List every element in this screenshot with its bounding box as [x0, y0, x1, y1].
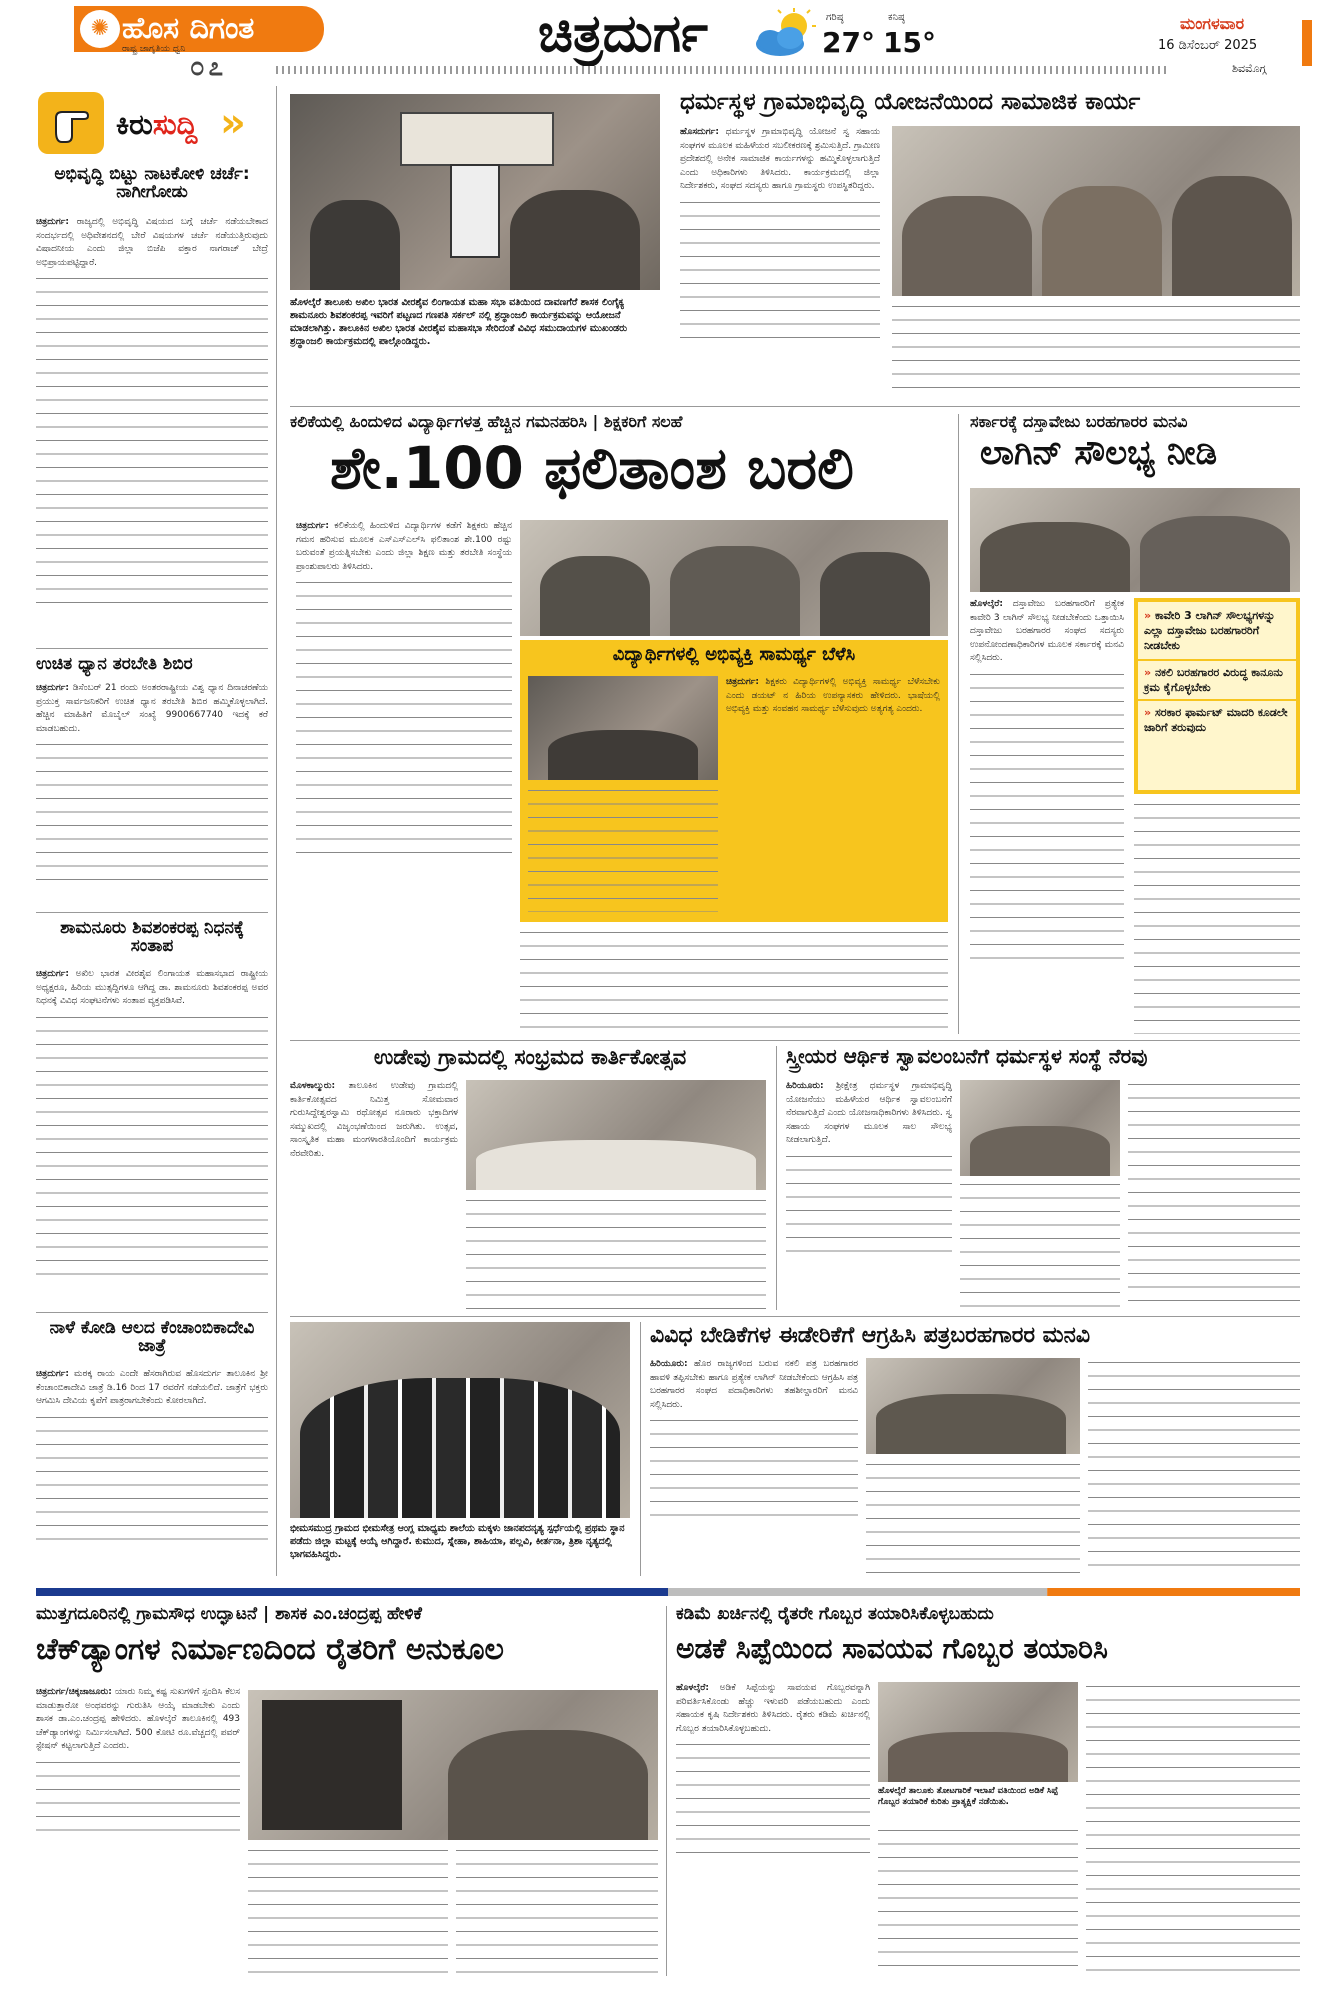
- udevu-photo: [466, 1080, 766, 1190]
- expression-more-text: [528, 786, 718, 912]
- areca-more-text: [676, 1740, 870, 1860]
- brief-2-body: [36, 682, 268, 922]
- login-demands-box: [1134, 598, 1300, 794]
- dharmasthala-dateline: ಹೊಸದುರ್ಗ:: [680, 127, 719, 137]
- crowd: [510, 190, 640, 290]
- colorbar-segment: [668, 1588, 1047, 1596]
- chevron-right-icon: »: [220, 100, 246, 146]
- masthead: [0, 0, 1334, 82]
- crowd: [970, 1126, 1110, 1176]
- brief-1-body: [36, 216, 268, 636]
- edition-title: ಚಿತ್ರದುರ್ಗ: [538, 4, 708, 64]
- brand-tagline: ರಾಷ್ಟ್ರ ಜಾಗೃತಿಯ ಧ್ವನಿ: [122, 44, 186, 54]
- expression-body: [726, 676, 940, 912]
- students-photo: [290, 1322, 630, 1518]
- column-rule: [958, 414, 959, 1034]
- result-more-text: [520, 928, 948, 1034]
- dharmasthala-text: ಧರ್ಮಸ್ಥಳ ಗ್ರಾಮಾಭಿವೃದ್ಧಿ ಯೋಜನೆ ಸ್ವ ಸಹಾಯ ಸಂಘಗಳ ಮೂಲಕ ಮಹಿಳೆಯರ ಸಬಲೀಕರಣಕ್ಕೆ ಶ್ರಮಿಸುತ್ತಿದೆ. ಗ್ರಾಮೀಣ ಪ್ರದೇಶದಲ್ಲಿ ಅನೇಕ ಸಾಮಾಜಿಕ ಕಾರ್ಯಗಳನ್ನು ಹಮ್ಮಿಕೊಳ್ಳಲಾಗುತ್ತಿದೆ ಎಂದು ಅಧಿಕಾರಿಗಳು ತಿಳಿಸಿದರು. ಕಾರ್ಯಕ್ರಮದಲ್ಲಿ ಜಿಲ್ಲಾ ನಿರ್ದೇಶಕರು, ಸಂಘದ ಸದಸ್ಯರು ಹಾಗೂ ಗ್ರಾಮಸ್ಥರು ಉಪಸ್ಥಿತರಿದ್ದರು.: [680, 127, 880, 191]
- women-more-text: [1128, 1080, 1300, 1310]
- brand-logo: ಹೊಸ ದಿಗಂತ: [74, 6, 324, 52]
- crowd: [540, 556, 650, 636]
- women-dateline: ಹಿರಿಯೂರು:: [786, 1081, 824, 1091]
- dharmasthala-headline: ಧರ್ಮಸ್ಥಳ ಗ್ರಾಮಾಭಿವೃದ್ಧಿ ಯೋಜನೆಯಿಂದ ಸಾಮಾಜಿಕ ಕಾರ್ಯ: [680, 89, 1141, 115]
- brief-1-more-text: [36, 274, 268, 614]
- result-dateline: ಚಿತ್ರದುರ್ಗ:: [296, 521, 330, 531]
- udevu-dateline: ಮೊಳಕಾಲ್ಮುರು:: [290, 1081, 336, 1091]
- writers-more-text: [1088, 1358, 1300, 1574]
- tribute-photo: [290, 94, 660, 290]
- login-text: ದಸ್ತಾವೇಜು ಬರಹಗಾರರಿಗೆ ಪ್ರತ್ಯೇಕ ಕಾವೇರಿ 3 ಲಾಗಿನ್ ಸೌಲಭ್ಯ ನೀಡಬೇಕೆಂದು ಒತ್ತಾಯಿಸಿ ದಸ್ತಾವೇಜು ಬರಹಗಾರರ ಸಂಘದ ಸದಸ್ಯರು ಉಪನೋಂದಣಾಧಿಕಾರಿಗಳ ಮೂಲಕ ಸರ್ಕಾರಕ್ಕೆ ಮನವಿ ಸಲ್ಲಿಸಿದರು.: [970, 599, 1124, 663]
- result-more-text: [296, 578, 512, 858]
- brief-2-more-text: [36, 740, 268, 880]
- bullet-icon: »: [1144, 706, 1155, 719]
- crowd: [310, 200, 400, 290]
- expression-dateline: ಚಿತ್ರದುರ್ಗ:: [726, 677, 760, 687]
- column-rule: [640, 1322, 641, 1576]
- column-rule: [276, 86, 277, 1576]
- result-photo: [520, 520, 948, 636]
- result-kicker: ಕಲಿಕೆಯಲ್ಲಿ ಹಿಂದುಳಿದ ವಿದ್ಯಾರ್ಥಿಗಳತ್ತ ಹೆಚ್ಚಿನ ಗಮನಹರಿಸಿ | ಶಿಕ್ಷಕರಿಗೆ ಸಲಹೆ: [290, 412, 683, 431]
- crowd: [820, 552, 930, 636]
- brief-3-text: ಅಖಿಲ ಭಾರತ ವೀರಶೈವ ಲಿಂಗಾಯತ ಮಹಾಸಭಾದ ರಾಷ್ಟ್ರೀಯ ಅಧ್ಯಕ್ಷರೂ, ಹಿರಿಯ ಮುತ್ಸದ್ದಿಗಳೂ ಆಗಿದ್ದ ಡಾ. ಶಾಮನೂರು ಶಿವಶಂಕರಪ್ಪ ಅವರ ನಿಧನಕ್ಕೆ ವಿವಿಧ ಸಂಘಟನೆಗಳು ಸಂತಾಪ ವ್ಯಕ್ತಪಡಿಸಿವೆ.: [36, 969, 268, 1006]
- max-temp-label: ಗರಿಷ್ಠ: [826, 12, 844, 23]
- crowd: [1140, 516, 1290, 592]
- login-more-text: [1134, 800, 1300, 1034]
- kirusuddi-badge: [38, 92, 104, 154]
- checkdam-photo: [248, 1690, 658, 1840]
- issue-date: 16 ಡಿಸೆಂಬರ್ 2025: [1158, 38, 1258, 53]
- expression-text: ಶಿಕ್ಷಕರು ವಿದ್ಯಾರ್ಥಿಗಳಲ್ಲಿ ಅಭಿವ್ಯಕ್ತಿ ಸಾಮರ್ಥ್ಯ ಬೆಳೆಸಬೇಕು ಎಂದು ಡಯಟ್ ನ ಹಿರಿಯ ಉಪನ್ಯಾಸಕರು ಹೇಳಿದರು. ಭಾಷೆಯಲ್ಲಿ ಅಭಿವ್ಯಕ್ತಿ ಮತ್ತು ಸಂವಹನ ಸಾಮರ್ಥ್ಯ ಬೆಳೆಸುವುದು ಅತ್ಯಗತ್ಯ ಎಂದರು.: [726, 677, 940, 714]
- result-headline: ಶೇ.100 ಫಲಿತಾಂಶ ಬರಲಿ: [330, 434, 855, 502]
- brand-emblem-icon: ✺: [80, 10, 120, 48]
- brief-2-text: ಡಿಸೆಂಬರ್ 21 ರಂದು ಅಂತರರಾಷ್ಟ್ರೀಯ ವಿಶ್ವ ಧ್ಯಾನ ದಿನಾಚರಣೆಯ ಪ್ರಯುಕ್ತ ಸಾರ್ವಜನಿಕರಿಗೆ ಉಚಿತ ಧ್ಯಾನ ತರಬೇತಿ ಶಿಬಿರ ಹಮ್ಮಿಕೊಳ್ಳಲಾಗಿದೆ. ಹೆಚ್ಚಿನ ಮಾಹಿತಿಗೆ ಮೊಬೈಲ್ ಸಂಖ್ಯೆ 9900667740 ಇದಕ್ಕೆ ಕರೆ ಮಾಡಬಹುದು.: [36, 683, 268, 734]
- colorbar-segment: [1047, 1588, 1300, 1596]
- partly-cloudy-icon: [750, 8, 820, 60]
- expression-headline: ವಿದ್ಯಾರ್ಥಿಗಳಲ್ಲಿ ಅಭಿವ್ಯಕ್ತಿ ಸಾಮರ್ಥ್ಯ ಬೆಳೆಸಿ: [612, 644, 856, 665]
- dharmasthala-body: [680, 126, 880, 400]
- city-label: ಶಿವಮೊಗ್ಗ: [1232, 62, 1267, 75]
- women-body: [786, 1080, 952, 1310]
- expression-photo: [528, 676, 718, 780]
- min-temp: 15°: [883, 26, 936, 59]
- areca-text: ಅಡಿಕೆ ಸಿಪ್ಪೆಯನ್ನು ಸಾವಯವ ಗೊಬ್ಬರವನ್ನಾಗಿ ಪರಿವರ್ತಿಸಿಕೊಂಡು ಹೆಚ್ಚು ಇಳುವರಿ ಪಡೆಯಬಹುದು ಎಂದು ಸಹಾಯಕ ಕೃಷಿ ನಿರ್ದೇಶಕರು ತಿಳಿಸಿದರು. ರೈತರು ಕಡಿಮೆ ಖರ್ಚಿನಲ್ಲಿ ಗೊಬ್ಬರ ತಯಾರಿಸಿಕೊಳ್ಳಬಹುದು.: [676, 1683, 870, 1734]
- divider: [36, 912, 268, 913]
- crowd: [902, 196, 1032, 296]
- login-dateline: ಹೊಳಲ್ಕೆರೆ:: [970, 599, 1003, 609]
- expression-box: [520, 640, 948, 922]
- crowd: [980, 522, 1130, 592]
- crowd: [448, 1730, 648, 1840]
- masthead-accent: [1302, 20, 1312, 66]
- writers-more-text: [866, 1460, 1080, 1574]
- login-headline: ಲಾಗಿನ್ ಸೌಲಭ್ಯ ನೀಡಿ: [980, 433, 1217, 473]
- women-more-text: [786, 1152, 952, 1252]
- writers-more-text: [650, 1416, 858, 1516]
- women-text: ಶ್ರೀಕ್ಷೇತ್ರ ಧರ್ಮಸ್ಥಳ ಗ್ರಾಮಾಭಿವೃದ್ಧಿ ಯೋಜನೆಯು ಮಹಿಳೆಯರ ಆರ್ಥಿಕ ಸ್ವಾವಲಂಬನೆಗೆ ನೆರವಾಗುತ್ತಿದೆ ಎಂದು ಯೋಜನಾಧಿಕಾರಿಗಳು ತಿಳಿಸಿದರು. ಸ್ವ ಸಹಾಯ ಸಂಘಗಳ ಮೂಲಕ ಸಾಲ ಸೌಲಭ್ಯ ನೀಡಲಾಗುತ್ತಿದೆ.: [786, 1081, 952, 1145]
- column-rule: [776, 1046, 777, 1310]
- brief-4-dateline: ಚಿತ್ರದುರ್ಗ:: [36, 1369, 70, 1379]
- login-more-text: [970, 670, 1124, 970]
- crowd: [888, 1732, 1068, 1782]
- portrait-frame: [450, 164, 500, 258]
- checkdam-more-text: [248, 1846, 448, 1976]
- brief-4-headline: ನಾಳೆ ಕೋಡಿ ಆಲದ ಕೆಂಚಾಂಬಿಕಾದೇವಿ ಜಾತ್ರೆ: [49, 1318, 255, 1356]
- checkdam-body: [36, 1686, 240, 1976]
- banner: [400, 112, 554, 166]
- colorbar-graphic: [36, 1585, 1300, 1599]
- areca-caption: ಹೊಳಲ್ಕೆರೆ ತಾಲೂಕು ತೋಟಗಾರಿಕೆ ಇಲಾಖೆ ವತಿಯಿಂದ ಅಡಿಕೆ ಸಿಪ್ಪೆ ಗೊಬ್ಬರ ತಯಾರಿಕೆ ಕುರಿತು ಪ್ರಾತ್ಯಕ್ಷಿಕೆ ನಡೆಯಿತು.: [878, 1786, 1058, 1807]
- login-kicker: ಸರ್ಕಾರಕ್ಕೆ ದಸ್ತಾವೇಜು ಬರಹಗಾರರ ಮನವಿ: [970, 412, 1188, 431]
- writers-text: ಹೊರ ರಾಜ್ಯಗಳಿಂದ ಬರುವ ನಕಲಿ ಪತ್ರ ಬರಹಗಾರರ ಹಾವಳಿ ತಪ್ಪಿಸಬೇಕು ಹಾಗೂ ಪ್ರತ್ಯೇಕ ಲಾಗಿನ್ ನೀಡಬೇಕೆಂದು ಆಗ್ರಹಿಸಿ ಪತ್ರ ಬರಹಗಾರರ ಸಂಘದ ಪದಾಧಿಕಾರಿಗಳು ತಹಶೀಲ್ದಾರರಿಗೆ ಮನವಿ ಸಲ್ಲಿಸಿದರು.: [650, 1359, 858, 1410]
- checkdam-dateline: ಚಿತ್ರದುರ್ಗ/ಚಿಕ್ಕಜಾಜೂರು:: [36, 1687, 112, 1697]
- udevu-headline: ಉಡೇವು ಗ್ರಾಮದಲ್ಲಿ ಸಂಭ್ರಮದ ಕಾರ್ತಿಕೋತ್ಸವ: [373, 1045, 687, 1069]
- result-text: ಕಲಿಕೆಯಲ್ಲಿ ಹಿಂದುಳಿದ ವಿದ್ಯಾರ್ಥಿಗಳ ಕಡೆಗೆ ಶಿಕ್ಷಕರು ಹೆಚ್ಚಿನ ಗಮನ ಹರಿಸುವ ಮೂಲಕ ಎಸ್ಎಸ್ಎಲ್‌ಸಿ ಫಲಿತಾಂಶ ಶೇ.100 ರಷ್ಟು ಬರುವಂತೆ ಪ್ರಯತ್ನಿಸಬೇಕು ಎಂದು ಜಿಲ್ಲಾ ಶಿಕ್ಷಣ ಮತ್ತು ತರಬೇತಿ ಸಂಸ್ಥೆಯ ಪ್ರಾಂಶುಪಾಲರು ತಿಳಿಸಿದರು.: [296, 521, 512, 572]
- brief-3-more-text: [36, 1013, 268, 1283]
- dharmasthala-photo: [892, 126, 1300, 296]
- brief-2-dateline: ಚಿತ್ರದುರ್ಗ:: [36, 683, 70, 693]
- students-caption: ಭೀಮಸಮುದ್ರ ಗ್ರಾಮದ ಭೀಮಸೇತ್ರ ಆಂಗ್ಲ ಮಾಧ್ಯಮ ಶಾಲೆಯ ಮಕ್ಕಳು ಜಾನಪದನೃತ್ಯ ಸ್ಪರ್ಧೆಯಲ್ಲಿ ಪ್ರಥಮ ಸ್ಥಾನ ಪಡೆದು ಜಿಲ್ಲಾ ಮಟ್ಟಕ್ಕೆ ಆಯ್ಕೆ ಆಗಿದ್ದಾರೆ. ಕುಮುದ, ಸ್ನೇಹಾ, ಶಾಹಿಯಾ, ಪಲ್ಲವಿ, ಕೀರ್ತನಾ, ತ್ರಿಶಾ ನೃತ್ಯದಲ್ಲಿ ಭಾಗವಹಿಸಿದ್ದರು.: [290, 1523, 625, 1560]
- areca-more-text: [878, 1826, 1078, 1976]
- brief-4-body: [36, 1368, 268, 1580]
- masthead-rule: [276, 66, 1166, 74]
- checkdam-text: ಯಾರು ನಿಮ್ಮ ಕಷ್ಟ ಸುಖಗಳಿಗೆ ಸ್ಪಂದಿಸಿ ಕೆಲಸ ಮಾಡುತ್ತಾರೋ ಅಂಥವರನ್ನು ಗುರುತಿಸಿ ಆಯ್ಕೆ ಮಾಡಬೇಕು ಎಂದು ಶಾಸಕ ಡಾ.ಎಂ.ಚಂದ್ರಪ್ಪ ಹೇಳಿದರು. ಹೊಳಲ್ಕೆರೆ ತಾಲೂಕಿನಲ್ಲಿ 493 ಚೆಕ್‌ಡ್ಯಾಂಗಳನ್ನು ನಿರ್ಮಿಸಲಾಗಿದೆ. 500 ಕೋಟಿ ರೂ.ವೆಚ್ಚದಲ್ಲಿ ಪವರ್ ಸ್ಟೇಷನ್ ಕಟ್ಟಲಾಗುತ್ತಿದೆ ಎಂದರು.: [36, 1687, 240, 1751]
- checkdam-headline: ಚೆಕ್‌ಡ್ಯಾಂಗಳ ನಿರ್ಮಾಣದಿಂದ ರೈತರಿಗೆ ಅನುಕೂಲ: [36, 1632, 504, 1667]
- udevu-text: ತಾಲೂಕಿನ ಉಡೇವು ಗ್ರಾಮದಲ್ಲಿ ಕಾರ್ತಿಕೋತ್ಸವದ ನಿಮಿತ್ತ ಸೋಮವಾರ ಗುರುಸಿದ್ದೇಶ್ವರಸ್ವಾಮಿ ರಥೋತ್ಸವ ನೂರಾರು ಭಕ್ತಾದಿಗಳ ಸಮ್ಮುಖದಲ್ಲಿ ವಿಜೃಂಭಣೆಯಿಂದ ಜರುಗಿತು. ಉತ್ಸವ, ಸಾಂಸ್ಕೃತಿಕ ಮಹಾ ಮಂಗಳಾರತಿಯೊಂದಿಗೆ ಕಾರ್ಯಕ್ರಮ ನೆರವೇರಿತು.: [290, 1081, 458, 1159]
- areca-body: [676, 1682, 870, 1976]
- max-temp: 27°: [822, 26, 875, 59]
- demand-item: [1138, 659, 1296, 699]
- kirusuddi-label-b: ಸುದ್ದಿ: [152, 108, 198, 141]
- divider: [36, 648, 268, 649]
- brief-3-headline: ಶಾಮನೂರು ಶಿವಶಂಕರಪ್ಪ ನಿಧನಕ್ಕೆ ಸಂತಾಪ: [60, 918, 244, 956]
- brief-3-dateline: ಚಿತ್ರದುರ್ಗ:: [36, 969, 70, 979]
- kirusuddi-title: [116, 108, 197, 142]
- section-colorbar: [36, 1584, 1300, 1598]
- brief-4-text: ಮಠಕ್ಕ ರಾಯ ಎಂದೇ ಹೆಸರಾಗಿರುವ ಹೊಸದುರ್ಗ ತಾಲೂಕಿನ ಶ್ರೀ ಕೆಂಚಾಂಬಿಕಾದೇವಿ ಜಾತ್ರೆ ಡಿ.16 ರಿಂದ 17 ರವರೆಗೆ ನಡೆಯಲಿದೆ. ಜಾತ್ರೆಗೆ ಭಕ್ತರು ಆಗಮಿಸಿ ದೇವಿಯ ಕೃಪೆಗೆ ಪಾತ್ರರಾಗಬೇಕೆಂದು ಕೋರಲಾಗಿದೆ.: [36, 1369, 268, 1406]
- crowd: [548, 730, 698, 780]
- bullet-icon: »: [1144, 666, 1155, 679]
- areca-headline: ಅಡಕೆ ಸಿಪ್ಪೆಯಿಂದ ಸಾವಯವ ಗೊಬ್ಬರ ತಯಾರಿಸಿ: [676, 1632, 1108, 1665]
- crowd: [876, 1394, 1066, 1454]
- colorbar-segment: [36, 1588, 668, 1596]
- areca-dateline: ಹೊಳಲ್ಕೆರೆ:: [676, 1683, 709, 1693]
- checkdam-kicker: ಮುತ್ತಗದೂರಿನಲ್ಲಿ ಗ್ರಾಮಸೌಧ ಉದ್ಘಾಟನೆ | ಶಾಸಕ ಎಂ.ಚಂದ್ರಪ್ಪ ಹೇಳಿಕೆ: [36, 1604, 422, 1624]
- writers-headline: ವಿವಿಧ ಬೇಡಿಕೆಗಳ ಈಡೇರಿಕೆಗೆ ಆಗ್ರಹಿಸಿ ಪತ್ರಬರಹಗಾರರ ಮನವಿ: [650, 1323, 1091, 1348]
- demand-item: [1138, 699, 1296, 739]
- demand-item: [1138, 602, 1296, 659]
- dharmasthala-more-text: [680, 198, 880, 348]
- divider: [290, 1316, 1300, 1317]
- checkdam-more-text: [456, 1846, 658, 1976]
- pointing-hand-icon: [38, 92, 104, 154]
- writers-dateline: ಹಿರಿಯೂರು:: [650, 1359, 688, 1369]
- crowd: [670, 546, 800, 636]
- brief-2-headline: ಉಚಿತ ಧ್ಯಾನ ತರಬೇತಿ ಶಿಬಿರ: [36, 654, 193, 674]
- crowd: [1172, 176, 1292, 296]
- divider: [36, 1312, 268, 1313]
- result-body: [296, 520, 512, 920]
- brief-1: [36, 166, 268, 202]
- demand-text: ಸರಕಾರ ಫಾರ್ಮಟ್ ಮಾದರಿ ಕೂಡಲೇ ಜಾರಿಗೆ ತರುವುದು: [1144, 706, 1288, 734]
- bullet-icon: »: [1144, 609, 1155, 622]
- tribute-caption: ಹೊಳಲ್ಕೆರೆ ತಾಲೂಕು ಅಖಿಲ ಭಾರತ ವೀರಶೈವ ಲಿಂಗಾಯತ ಮಹಾ ಸಭಾ ವತಿಯಿಂದ ದಾವಣಗೆರೆ ಶಾಸಕ ಲಿಂಗೈಕ್ಯ ಶಾಮನೂರು ಶಿವಶಂಕರಪ್ಪ ಇವರಿಗೆ ಪಟ್ಟಣದ ಗಣಪತಿ ಸರ್ಕಲ್ ನಲ್ಲಿ ಶ್ರದ್ಧಾಂಜಲಿ ಕಾರ್ಯಕ್ರಮವನ್ನು ಆಯೋಜನೆ ಮಾಡಲಾಗಿತ್ತು. ತಾಲೂಕಿನ ಅಖಿಲ ಭಾರತ ವೀರಶೈವ ಮಹಾಸಭಾ ಸೇರಿದಂತೆ ವಿವಿಧ ಸಮುದಾಯಗಳ ಮುಖಂಡರು ಶ್ರದ್ಧಾಂಜಲಿ ಕಾರ್ಯಕ್ರಮದಲ್ಲಿ ಪಾಲ್ಗೊಂಡಿದ್ದರು.: [290, 297, 628, 347]
- demand-text: ನಕಲಿ ಬರಹಗಾರರ ವಿರುದ್ಧ ಕಾನೂನು ಕ್ರಮ ಕೈಗೊಳ್ಳಬೇಕು: [1144, 666, 1283, 694]
- brief-4-more-text: [36, 1413, 268, 1543]
- crowd: [1042, 186, 1162, 296]
- brief-3-body: [36, 968, 268, 1306]
- page-number: ೦೭: [190, 52, 228, 82]
- login-body: [970, 598, 1124, 1034]
- areca-more-text: [1086, 1682, 1300, 1976]
- crowd: [476, 1140, 756, 1190]
- plaque: [262, 1700, 402, 1830]
- dharmasthala-more-text: [892, 302, 1300, 400]
- divider: [290, 406, 1300, 407]
- areca-kicker: ಕಡಿಮೆ ಖರ್ಚಿನಲ್ಲಿ ರೈತರೇ ಗೊಬ್ಬರ ತಯಾರಿಸಿಕೊಳ್ಳಬಹುದು: [676, 1604, 994, 1624]
- kirusuddi-label-a: ಕಿರು: [116, 108, 153, 141]
- brief-1-text: ರಾಜ್ಯದಲ್ಲಿ ಅಭಿವೃದ್ಧಿ ವಿಷಯದ ಬಗ್ಗೆ ಚರ್ಚೆ ನಡೆಯಬೇಕಾದ ಸಂದರ್ಭದಲ್ಲಿ ಅಧಿವೇಶನದಲ್ಲಿ ಬೇರೆ ವಿಷಯಗಳ ಚರ್ಚೆ ನಡೆಯುತ್ತಿರುವುದು ವಿಷಾದನೀಯ ಎಂದು ಜಿಲ್ಲಾ ಬಿಜೆಪಿ ವಕ್ತಾರ ನಾಗರಾಜ್ ಬೇದ್ರೆ ಅಭಿಪ್ರಾಯಪಟ್ಟಿದ್ದಾರೆ.: [36, 217, 268, 268]
- brief-1-headline: ಅಭಿವೃದ್ಧಿ ಬಿಟ್ಟು ನಾಟಕೋಳಿ ಚರ್ಚೆ: ನಾಗೀಗೋಡು: [54, 164, 250, 202]
- udevu-more-text: [466, 1196, 766, 1310]
- min-temp-label: ಕನಿಷ್ಠ: [888, 12, 905, 23]
- women-more-text: [960, 1180, 1120, 1310]
- demand-text: ಕಾವೇರಿ 3 ಲಾಗಿನ್ ಸೌಲಭ್ಯಗಳನ್ನು ಎಲ್ಲಾ ದಸ್ತಾವೇಜು ಬರಹಗಾರರಿಗೆ ನೀಡಬೇಕು: [1144, 609, 1276, 652]
- brief-1-dateline: ಚಿತ್ರದುರ್ಗ:: [36, 217, 70, 227]
- divider: [290, 1040, 1300, 1041]
- checkdam-more-text: [36, 1758, 240, 1838]
- writers-body: [650, 1358, 858, 1574]
- areca-photo: [878, 1682, 1078, 1782]
- weekday: ಮಂಗಳವಾರ: [1180, 14, 1245, 33]
- column-rule: [666, 1606, 667, 1976]
- login-photo: [970, 488, 1300, 592]
- udevu-body: [290, 1080, 458, 1310]
- writers-photo: [866, 1358, 1080, 1454]
- women-headline: ಸ್ತ್ರೀಯರ ಆರ್ಥಿಕ ಸ್ವಾವಲಂಬನೆಗೆ ಧರ್ಮಸ್ಥಳ ಸಂಸ್ಥೆ ನೆರವು: [786, 1044, 1148, 1068]
- women-photo: [960, 1080, 1120, 1176]
